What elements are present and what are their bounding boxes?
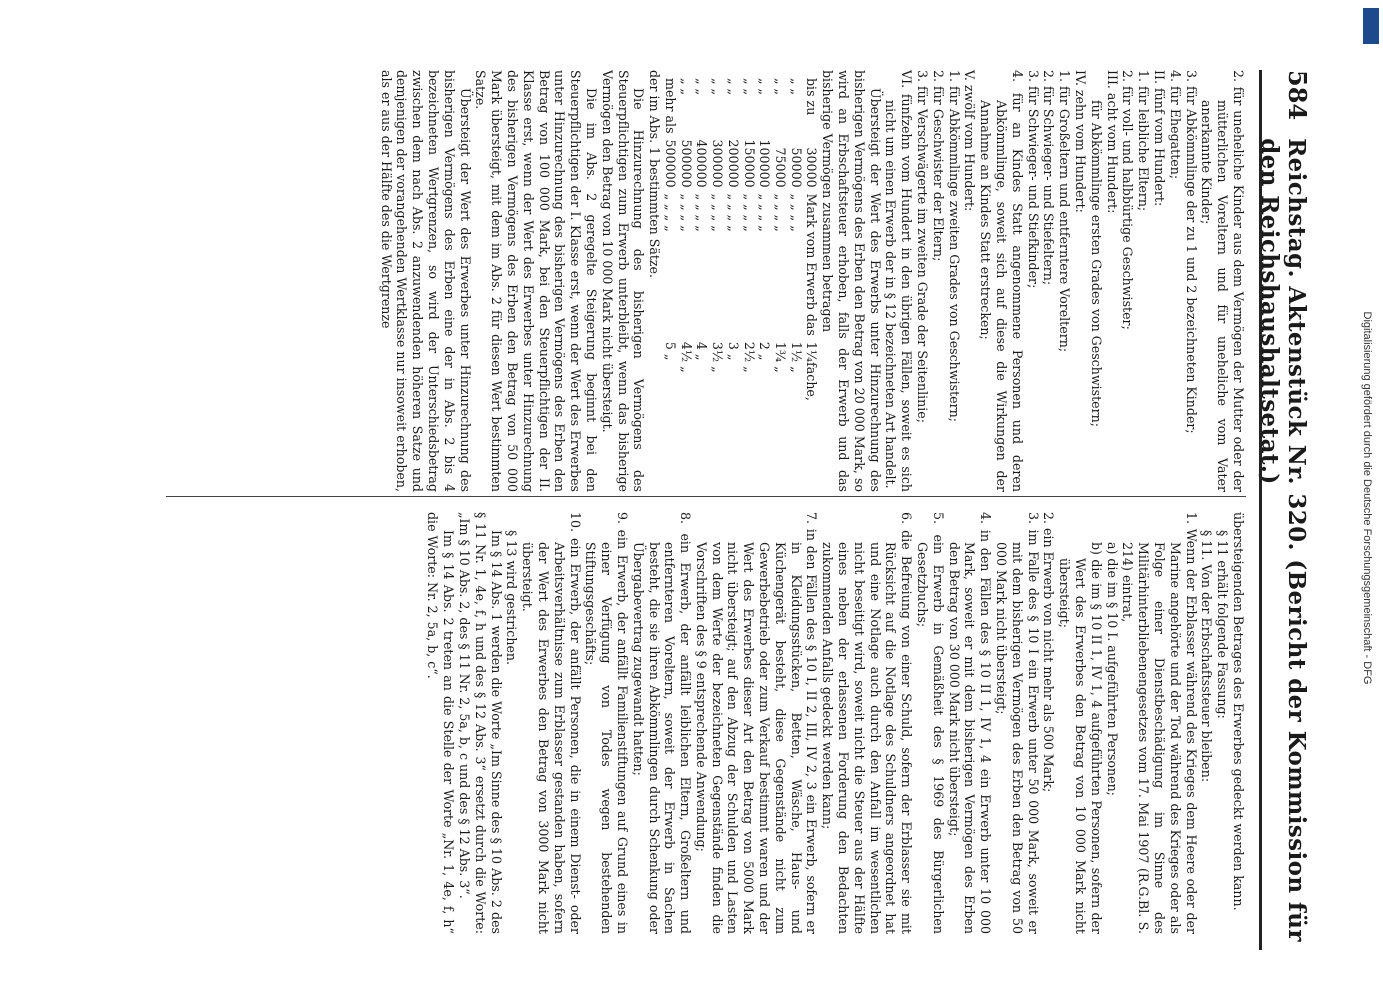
rate-row: [709, 78, 725, 407]
rate-factor: 3½ „: [709, 341, 725, 373]
header-rule: [1259, 70, 1262, 950]
rate-text: „ „ „ „: [788, 193, 804, 232]
paragraph: b) die im § 10 II 1, IV 1, 4 aufgeführten Personen, sofern der Wert des Erwerbes den Betrag von 10 000 Mark nicht übersteigt;: [1056, 542, 1104, 934]
rate-prefix: „ „: [788, 78, 804, 96]
paragraph: 2. für voll- und halbbürtige Geschwister;: [1119, 70, 1135, 330]
rate-text: „ „ „ „: [709, 193, 725, 232]
paragraph: 1. für Großeltern und entferntere Voreltern;: [1056, 70, 1072, 353]
document-page: [42, 50, 1342, 950]
paragraph: 2. ein Erwerb von nicht mehr als 500 Mark;: [1040, 512, 1056, 793]
rate-text: „ „ „ „: [693, 193, 709, 232]
paragraph: 4. in den Fällen des § 10 II 1, IV 1, 4 ein Erwerb unter 10 000 Mark, soweit er mit dem bisherigen Vermögen des Erben den Betrag von 30 000 Mark nicht übersteigt;: [946, 512, 993, 934]
paragraph: Im § 14 Abs. 1 werden die Worte „Im Sinne des § 10 Abs. 2 des § 11 Nr. 1, 4e, f, h und des § 12 Abs. 3“ ersetzt durch die Worte: „Im § 10 Abs. 2, des § 11 Nr. 2, 5a, b, c und des § 12 Abs. 3“.: [456, 512, 504, 934]
paragraph: 8. ein Erwerb, der anfällt leiblichen Eltern, Großeltern und entfernteren Voreltern, soweit der Erwerb in Sachen besteht, die sie ihren Abkömmlingen durch Schenkung oder Übergabevertrag zugewandt hatten;: [630, 512, 693, 934]
paragraph: 6. die Befreiung von einer Schuld, sofern der Erblasser sie mit Rücksicht auf die Notlage des Schuldners angeordnet hat und eine Notlage auch durch den Anfall im wesentlichen nicht beseitigt wird, soweit nicht die Steuer aus der Hälfte eines neben der erlassenen Forderung den Bedachten zukommenden Anfalls gedeckt werden kann;: [819, 512, 914, 934]
rate-text: „ „ „ „: [741, 193, 757, 232]
rate-amount: 300000: [709, 139, 725, 188]
class-heading: II. fünf vom Hundert:: [1151, 70, 1167, 207]
paragraph: der im Abs. 1 bestimmten Sätze.: [646, 70, 662, 279]
paragraph: Die Hinzurechnung des bisherigen Vermögens des Steuerpflichtigen zum Erwerb unterbleibt, wenn das bisherige Vermögen den Betrag von 10 000 Mark nicht übersteigt.: [599, 70, 646, 492]
rate-row: [677, 78, 693, 407]
rate-prefix: „ „: [693, 78, 709, 96]
rate-table: [662, 78, 819, 407]
rate-prefix: „ „: [678, 78, 694, 96]
rate-row: [788, 78, 804, 407]
rate-prefix: „ „: [725, 78, 741, 96]
paragraph: 2. für Schwieger- und Stiefeltern;: [1040, 70, 1056, 286]
rate-prefix: „ „: [709, 78, 725, 96]
paragraph: 3. für Schwieger- und Stiefkinder;: [1025, 70, 1041, 289]
class-heading: IV. zehn vom Hundert:: [1072, 70, 1088, 213]
paragraph: 1. Wenn der Erblasser während des Krieges dem Heere oder der Marine angehörte und der Tod während des Krieges oder als Folge einer Dienstbeschädigung im Sinne des Militärhinterbliebenengesetzes vom 17. Mai 1907 (R.G.Bl. S. 214) eintrat,: [1119, 512, 1199, 934]
rate-factor: 3 „: [725, 341, 741, 361]
right-column: [424, 512, 1245, 934]
rate-amount: 400000: [693, 139, 709, 188]
paragraph: 4. für an Kindes Statt angenommene Personen und deren Abkömmlinge, soweit sich auf diese die Wirkungen der Annahme an Kindes Statt erstrecken;: [977, 70, 1025, 492]
paragraph: 3. für Abkömmlinge der zu 1 und 2 bezeichneten Kinder;: [1183, 70, 1199, 434]
rate-row: [662, 78, 678, 407]
paragraph: 1. für leibliche Eltern;: [1135, 70, 1151, 212]
rate-amount: 100000: [756, 139, 772, 188]
rate-text: „ „ „ „: [678, 193, 694, 232]
rate-amount: 50000: [788, 147, 804, 188]
paragraph: 5. ein Erwerb in Gemäßheit des § 1969 des Bürgerlichen Gesetzbuchs;: [914, 512, 946, 934]
paragraph: 3. für Verschwägerte im zweiten Grade der Seitenlinie;: [914, 70, 930, 423]
rate-text: „ „ „ „: [725, 193, 741, 232]
paragraph: 1. für Abkömmlinge zweiten Grades von Geschwistern;: [946, 70, 962, 422]
rate-amount: 500000: [662, 139, 678, 188]
rate-amount: 500000: [678, 139, 694, 188]
column-divider: [166, 496, 1246, 497]
paragraph: 4. für Ehegatten;: [1167, 70, 1183, 180]
rate-factor: 5 „: [662, 341, 678, 361]
paragraph: Übersteigt der Wert des Erwerbes unter Hinzurechnung des bisherigen Vermögens des Erben eine der in Abs. 2 bis 4 bezeichneten Wertgrenzen, so wird der Unterschiedsbetrag zwischen dem nach Abs. 2 anzuwendenden höheren Satze und demjenigen der vorangehenden Wertklasse nur insoweit erhoben, als er aus der Hälfte des die Wertgrenze: [378, 70, 473, 492]
rate-prefix: mehr als: [662, 78, 678, 134]
left-column: [377, 70, 1245, 492]
class-heading: VI. fünfzehn vom Hundert in den übrigen Fällen, soweit es sich nicht um einen Erwerb der in § 12 bezeichneten Art handelt.: [882, 70, 914, 492]
rate-amount: 150000: [741, 139, 757, 188]
rate-row: [725, 78, 741, 407]
dfg-logo: [1363, 8, 1379, 44]
paragraph: § 11 erhält folgende Fassung:: [1214, 530, 1230, 719]
rate-text: Mark vom Erwerb das: [803, 193, 819, 336]
digitization-credit: [1355, 10, 1379, 990]
rate-prefix: „ „: [741, 78, 757, 96]
rate-factor: 2 „: [756, 341, 772, 361]
running-title: Reichstag. Aktenstück Nr. 320. (Bericht der Kommission für den Reichshaushaltsetat.): [1255, 138, 1310, 942]
rate-factor: 1½ „: [788, 341, 804, 373]
paragraph: 2. für Geschwister der Eltern;: [930, 70, 946, 262]
class-heading: III. acht vom Hundert:: [1104, 70, 1120, 214]
paragraph: § 13 wird gestrichen.: [503, 530, 519, 666]
rate-factor: 1¼fache,: [803, 341, 819, 401]
paragraph: Übersteigt der Wert des Erwerbs unter Hinzurechnung des bisherigen Vermögens des Erben den Betrag von 20 000 Mark, so wird an Erbschaftsteuer erhoben, falls der Erwerb und das bisherige Vermögen zusammen betragen: [819, 70, 883, 492]
paragraph: 7. in den Fällen des § 10 I, II 2, III, IV 2, 3 ein Erwerb, sofern er in Kleidungsstücken, Betten, Wäsche, Haus- und Küchengerät besteht, diese Gegenstände nicht zum Gewerbebetrieb oder zum Verkauf bestimmt waren und der Wert des Erwerbes dieser Art den Betrag von 5000 Mark nicht übersteigt; auf den Abzug der Schulden und Lasten von dem Werte der bezeichneten Gegenstände finden die Vorschriften des § 9 entsprechende Anwendung;: [693, 512, 819, 934]
rate-row: [772, 78, 788, 407]
paragraph: a) die im § 10 I. aufgeführten Personen;: [1104, 542, 1120, 796]
rate-factor: 1¾ „: [772, 341, 788, 373]
class-heading: V. zwölf vom Hundert:: [961, 70, 977, 212]
paragraph: Die im Abs. 2 geregelte Steigerung beginnt bei den Steuerpflichtigen der I. Klasse erst, wenn der Wert des Erwerbes unter Hinzurechnung des bisherigen Vermögens des Erben den Betrag von 100 000 Mark, bei den Steuerpflichtigen der II. Klasse erst, wenn der Wert des Erwerbes unter Hinzurechnung des bisherigen Vermögens des Erben den Betrag von 50 000 Mark übersteigt, mit dem im Abs. 2 für diesen Wert bestimmten Satze.: [472, 70, 599, 492]
paragraph: Im § 14 Abs. 2 treten an die Stelle der Worte „Nr. 1, 4e, f, h“ die Worte: Nr. 2, 5a, b, c“.: [424, 512, 456, 934]
paragraph: 10. ein Erwerb, der anfällt Personen, die in einem Dienst- oder Arbeitsverhältnisse zum Erblasser gestanden haben, sofern der Wert des Erwerbes den Betrag von 3000 Mark nicht übersteigt.: [519, 512, 583, 934]
rate-row: [693, 78, 709, 407]
rate-prefix: „ „: [772, 78, 788, 96]
page-header: [1255, 70, 1312, 970]
credit-text: Digitalisierung gefördert durch die Deutsche Forschungsgemeinschaft - DFG: [1361, 311, 1373, 685]
rate-prefix: „ „: [756, 78, 772, 96]
paragraph: für Abkömmlinge ersten Grades von Geschwistern;: [1088, 100, 1104, 427]
paragraph: 9. ein Erwerb, der anfällt Familienstiftungen auf Grund eines in einer Verfügung von Todes wegen bestehenden Stiftungsgeschäfts;: [582, 512, 630, 934]
rate-factor: 4½ „: [678, 341, 694, 373]
rate-row: [756, 78, 772, 407]
rate-prefix: bis zu: [803, 78, 819, 116]
rate-factor: 2½ „: [741, 341, 757, 373]
rate-amount: 30000: [803, 147, 819, 188]
rate-row: [740, 78, 756, 407]
rate-text: „ „ „ „: [772, 193, 788, 232]
paragraph: übersteigenden Betrages des Erwerbes gedeckt werden kann.: [1230, 512, 1246, 911]
rate-text: „ „ „ „: [756, 193, 772, 232]
rate-row: [803, 78, 819, 407]
page-number: 584: [1282, 70, 1312, 121]
rate-factor: 4 „: [693, 341, 709, 361]
rate-amount: 200000: [725, 139, 741, 188]
rate-amount: 75000: [772, 147, 788, 188]
paragraph: 3. im Falle des § 10 I ein Erwerb unter 50 000 Mark, soweit er mit dem bisherigen Vermögen des Erben den Betrag von 50 000 Mark nicht übersteigt;: [993, 512, 1041, 934]
rate-text: „ „ „ „: [662, 193, 678, 232]
paragraph: 2. für uneheliche Kinder aus dem Vermögen der Mutter oder der mütterlichen Voreltern und für uneheliche vom Vater anerkannte Kinder;: [1198, 70, 1246, 492]
section-heading: § 11. Von der Erbschaftssteuer bleiben:: [1198, 530, 1214, 783]
